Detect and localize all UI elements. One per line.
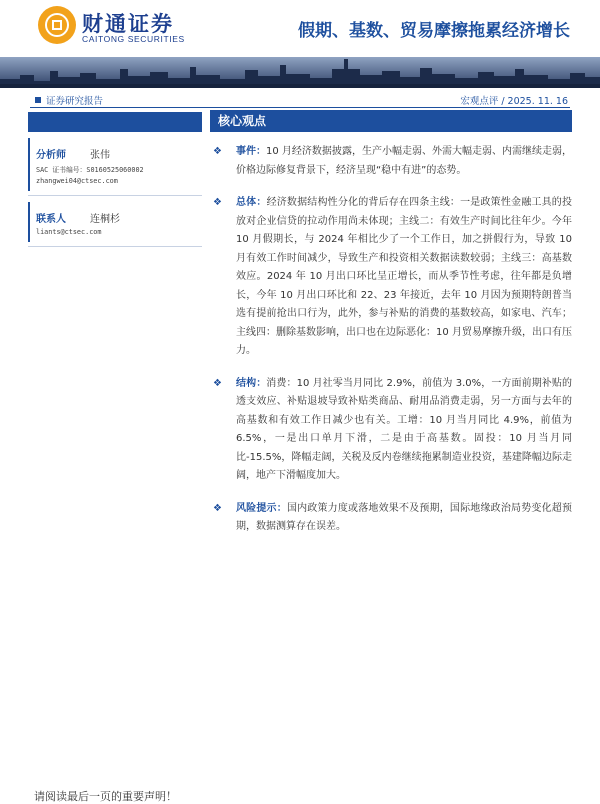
header-divider — [30, 107, 570, 108]
logo-chinese-name: 财通证券 — [82, 11, 174, 36]
logo-english-name: CAITONG SECURITIES — [82, 34, 185, 44]
paragraph-text: 消费：10 月社零当月同比 2.9%，前值为 3.0%，一方面前期补贴的透支效应、补贴退坡导致补贴类商品、耐用品消费走弱，另一方面与去年的高基数和有效工作日减少也有关。工增：10 月当月同比 4.9%，前值为 6.5%，一是出口单月下滑，二是由于高基数。固投：10 月当月同比-15.5%，降幅走阔，关税及反内卷继续拖累制造业投资，基建降幅边际走阔，地产下滑幅度加大。 — [236, 377, 572, 481]
company-logo — [38, 6, 188, 46]
analyst-sac-number: SAC 证书编号：S0160525060002 — [36, 166, 144, 174]
section-title: 核心观点 — [210, 110, 572, 132]
sidebar-divider — [28, 246, 202, 247]
report-title: 假期、基数、贸易摩擦拖累经济增长 — [298, 21, 570, 41]
paragraph-structure — [210, 375, 572, 486]
report-type-label: 证券研究报告 — [46, 96, 104, 107]
report-category-date: 宏观点评 / 2025. 11. 16 — [460, 96, 568, 107]
paragraph-event — [210, 143, 572, 180]
paragraph-label: 事件： — [236, 146, 267, 157]
analyst-sidebar — [28, 112, 202, 247]
disclaimer-footer: 请阅读最后一页的重要声明！ — [34, 790, 177, 803]
square-bullet-icon — [35, 97, 41, 103]
contact-email[interactable]: liants@ctsec.com — [36, 228, 102, 236]
core-views-section — [210, 110, 572, 537]
diamond-bullet-icon: ❖ — [213, 146, 222, 157]
paragraph-label: 总体： — [236, 197, 267, 208]
sidebar-divider — [28, 195, 202, 196]
analyst-name: 张伟 — [90, 150, 110, 161]
diamond-bullet-icon: ❖ — [213, 377, 222, 389]
coin-logo-icon — [38, 6, 76, 44]
city-skyline-banner — [0, 57, 600, 88]
paragraph-text: 经济数据结构性分化的背后存在四条主线：一是政策性金融工具的投放对企业信贷的拉动作用尚未体现；主线二：有效生产时间比往年少。今年 10 月假期长，与 2024 年相比少了一个工作日，加之拼假行为，导致 10 月有效工作时间减少，导致生产和投资相关数据读数较弱；主线三：高基数效应。2024 年 10 月出口环比呈正增长，而从季节性考虑，往年都是负增长，今年 10 月出口环比和 22、23 年接近，去年 10 月因为预期特朗普当选有提前抢出口行为，此外，参与补贴的消费的基数较高，如家电、汽车；主线四：删除基数影响，出口也在边际恶化：10 月贸易摩擦升级，出口有压力。 — [236, 197, 572, 356]
diamond-bullet-icon: ❖ — [213, 502, 222, 514]
analyst-card — [28, 138, 202, 191]
report-header — [0, 0, 600, 88]
diamond-bullet-icon: ❖ — [213, 197, 222, 208]
paragraph-label: 结构： — [236, 377, 267, 389]
paragraph-text: 10 月经济数据披露，生产小幅走弱、外需大幅走弱、内需继续走弱，价格边际修复背景下，经济呈现“稳中有进”的态势。 — [236, 146, 573, 176]
paragraph-overall — [210, 194, 572, 361]
sidebar-header-bar — [28, 112, 202, 132]
paragraph-risk — [210, 500, 572, 537]
sub-header-bar — [0, 90, 600, 108]
contact-name: 连桐杉 — [90, 214, 120, 225]
paragraph-label: 风险提示： — [236, 502, 287, 514]
analyst-email[interactable]: zhangwei04@ctsec.com — [36, 177, 118, 185]
report-type — [35, 93, 103, 107]
contact-card — [28, 202, 202, 242]
analyst-role: 分析师 — [36, 150, 66, 161]
paragraph-text: 国内政策力度或落地效果不及预期，国际地缘政治局势变化超预期，数据测算存在误差。 — [236, 502, 572, 532]
contact-role: 联系人 — [36, 214, 66, 225]
